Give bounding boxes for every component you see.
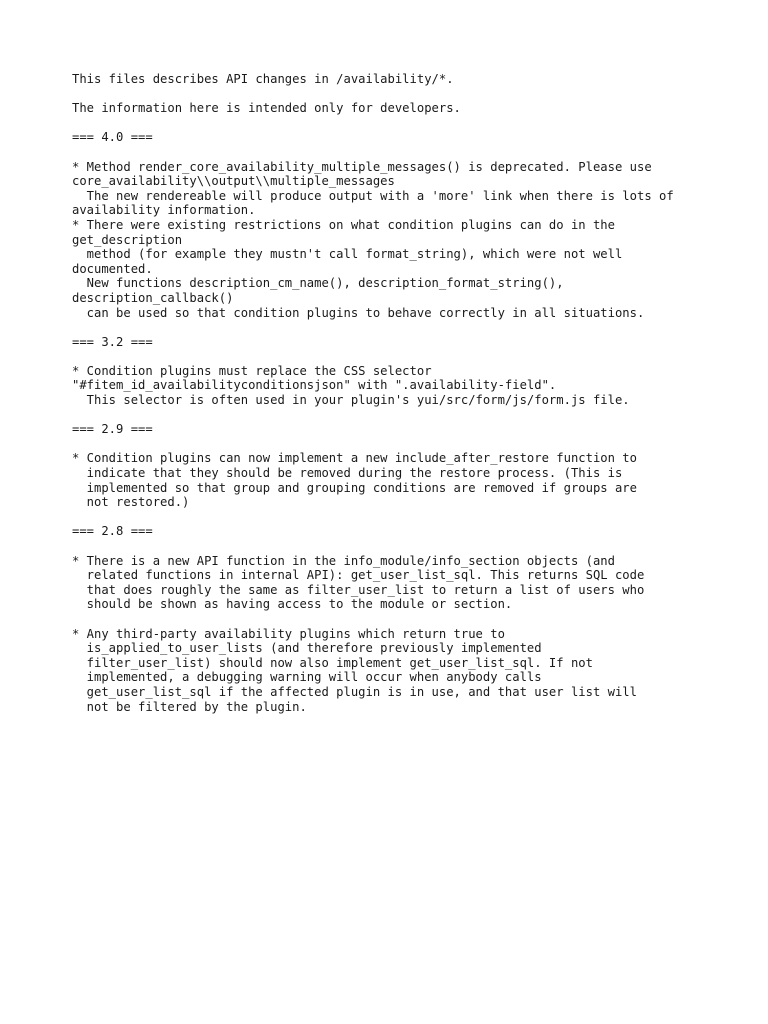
text-line: get_user_list_sql if the affected plugin is in use, and that user list will	[72, 684, 637, 699]
text-line	[72, 87, 702, 102]
text-line: implemented, a debugging warning will occur when anybody calls	[72, 670, 542, 685]
document-body	[72, 72, 702, 714]
text-line: * There is a new API function in the info_module/info_section objects (and	[72, 553, 615, 568]
text-line	[72, 408, 702, 423]
text-line: * Any third-party availability plugins which return true to	[72, 626, 505, 641]
text-line: This selector is often used in your plugin's yui/src/form/js/form.js file.	[72, 393, 630, 408]
text-line: should be shown as having access to the module or section.	[72, 597, 513, 612]
text-line	[72, 116, 702, 131]
text-line	[72, 437, 702, 452]
text-line: is_applied_to_user_lists (and therefore previously implemented	[72, 641, 542, 656]
text-line: * There were existing restrictions on what condition plugins can do in the	[72, 217, 615, 232]
text-line: indicate that they should be removed during the restore process. (This is	[72, 466, 623, 481]
text-line: can be used so that condition plugins to behave correctly in all situations.	[72, 305, 645, 320]
text-line: This files describes API changes in /availability/*.	[72, 72, 454, 86]
text-line: The information here is intended only for developers.	[72, 101, 461, 116]
text-line: core_availability\\output\\multiple_messages	[72, 174, 395, 189]
text-line: not restored.)	[72, 495, 190, 510]
text-line: get_description	[72, 232, 183, 247]
text-line: === 2.8 ===	[72, 524, 153, 539]
text-line: The new rendereable will produce output with a 'more' link when there is lots of	[72, 188, 674, 203]
text-line: * Condition plugins can now implement a new include_after_restore function to	[72, 451, 637, 466]
text-line: related functions in internal API): get_user_list_sql. This returns SQL code	[72, 568, 645, 583]
text-line: * Method render_core_availability_multiple_messages() is deprecated. Please use	[72, 159, 652, 174]
text-line: documented.	[72, 261, 153, 276]
text-line: that does roughly the same as filter_user_list to return a list of users who	[72, 582, 645, 597]
text-line: implemented so that group and grouping conditions are removed if groups are	[72, 480, 637, 495]
text-line	[72, 349, 702, 364]
text-line: === 3.2 ===	[72, 334, 153, 349]
text-line: not be filtered by the plugin.	[72, 699, 307, 714]
text-line	[72, 612, 702, 627]
text-line: === 2.9 ===	[72, 422, 153, 437]
text-line	[72, 320, 702, 335]
text-line: description_callback()	[72, 290, 234, 305]
text-line	[72, 510, 702, 525]
text-line	[72, 539, 702, 554]
text-line: availability information.	[72, 203, 256, 218]
text-line: filter_user_list) should now also implement get_user_list_sql. If not	[72, 655, 593, 670]
text-line: method (for example they mustn't call format_string), which were not well	[72, 247, 623, 262]
text-line: * Condition plugins must replace the CSS selector	[72, 363, 432, 378]
text-line: === 4.0 ===	[72, 130, 153, 145]
text-line	[72, 145, 702, 160]
text-line: New functions description_cm_name(), description_format_string(),	[72, 276, 564, 291]
text-line: "#fitem_id_availabilityconditionsjson" with ".availability-field".	[72, 378, 557, 393]
